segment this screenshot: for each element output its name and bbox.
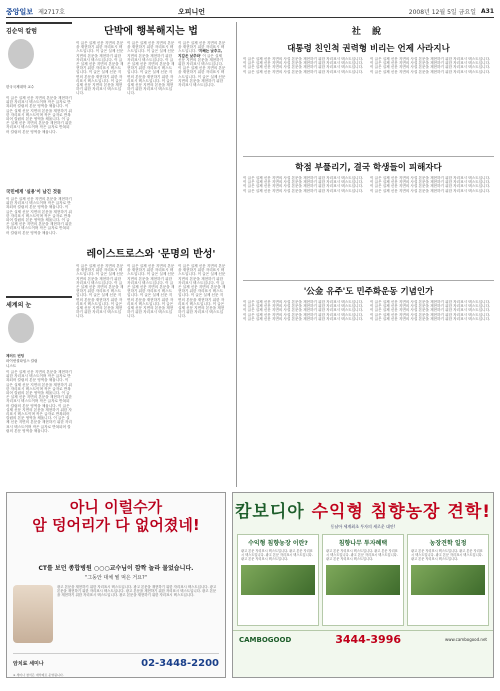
farm-ad-panel-1 xyxy=(237,534,319,626)
editorial-1-body-a: 이 글은 실제 신문 지면의 사설 본문을 재현하기 위한 자리표시 텍스트입니다. 이 글은 실제 신문 지면의 사설 본문을 재현하기 위한 자리표시 텍스트입니다. 이 글은 실제 신문 지면의 사설 본문을 재현하기 위한 자리표시 텍스트입니다. 이 글은 실제 신문 지면의 사설 본문을 재현하기 위한 자리표시 텍스트입니다. xyxy=(243,57,364,74)
publish-date: 2008년 12월 5일 금요일 xyxy=(408,9,476,16)
divider-2 xyxy=(243,280,494,281)
ad-phone[interactable]: 02-3448-2200 xyxy=(141,658,219,669)
mid-body-col1: 이 글은 실제 신문 지면의 본문을 재현하기 위한 자리표시 텍스트입니다. 이 글은 실제 신문 지면의 본문을 재현하기 위한 자리표시 텍스트입니다. 이 글은 실제 신문 지면의 본문을 재현하기 위한 자리표시 텍스트입니다. 이 글은 실제 신문 지면의 본문을 재현하기 위한 자리표시 텍스트입니다. 이 글은 실제 신문 지면의 본문을 재현하기 위한 자리표시 텍스트입니다. xyxy=(76,264,124,319)
cancer-ad[interactable] xyxy=(6,492,226,678)
panel-2-title: 침향나무 투자혜택 xyxy=(338,540,388,547)
seminar-label: 암치료 세미나 xyxy=(13,661,44,667)
ad-quote: "그동안 대체 뭘 먹은 거요?" xyxy=(85,575,147,581)
author-photo xyxy=(8,39,34,69)
divider xyxy=(243,156,494,157)
ad-headline-a: 아니 이럴수가 xyxy=(69,498,163,516)
lead-headline: 단박에 행복해지는 법 xyxy=(104,26,198,37)
editorial-label: 社 說 xyxy=(351,27,386,37)
column-body-3: 이 글은 실제 신문 지면의 본문을 재현하기 위한 자리표시 텍스트이며 작은 글자로 반복되어 칼럼의 본문 영역을 채웁니다. 이 글은 실제 신문 지면의 본문을 재현하기 위한 자리표시 텍스트이며 작은 글자로 반복되어 칼럼의 본문 영역을 채웁니다. 이 글은 실제 신문 지면의 본문을 재현하기 위한 자리표시 텍스트이며 작은 글자로 반복되어 칼럼의 본문 영역을 채웁니다. 이 글은 실제 신문 지면의 본문을 재현하기 위한 자리표시 텍스트이며 작은 글자로 반복되어 칼럼의 본문 영역을 채웁니다. 이 글은 실제 신문 지면의 본문을 재현하기 위한 자리표시 텍스트이며 작은 글자로 반복되어 칼럼의 본문 영역을 채웁니다. xyxy=(6,370,72,433)
doctor-photo xyxy=(13,585,53,643)
panel-1-title: 수익형 침향농장 이란? xyxy=(248,540,308,547)
page-header xyxy=(6,6,494,18)
farm-ad-sub: 동남아 세계최초 투자의 새로운 대안! xyxy=(330,524,396,529)
farm-photo xyxy=(241,565,315,595)
panel-1-body: 광고 본문 자리표시 텍스트입니다. 광고 본문 자리표시 텍스트입니다. 광고 본문 자리표시 텍스트입니다. 광고 본문 자리표시 텍스트입니다. xyxy=(241,549,313,562)
left-column xyxy=(6,22,72,487)
column-body: 이 글은 실제 신문 지면의 본문을 재현하기 위한 자리표시 텍스트이며 작은 글자로 반복되어 칼럼의 본문 영역을 채웁니다. 이 글은 실제 신문 지면의 본문을 재현하기 위한 자리표시 텍스트이며 작은 글자로 반복되어 칼럼의 본문 영역을 채웁니다. 이 글은 실제 신문 지면의 본문을 재현하기 위한 자리표시 텍스트이며 작은 글자로 반복되어 칼럼의 본문 영역을 채웁니다. xyxy=(6,96,72,134)
mid-body-col3: 이 글은 실제 신문 지면의 본문을 재현하기 위한 자리표시 텍스트입니다. 이 글은 실제 신문 지면의 본문을 재현하기 위한 자리표시 텍스트입니다. 이 글은 실제 신문 지면의 본문을 재현하기 위한 자리표시 텍스트입니다. 이 글은 실제 신문 지면의 본문을 재현하기 위한 자리표시 텍스트입니다. 이 글은 실제 신문 지면의 본문을 재현하기 위한 자리표시 텍스트입니다. xyxy=(178,264,226,319)
lead-body-col2: 이 글은 실제 신문 지면의 본문을 재현하기 위한 자리표시 텍스트입니다. 이 글은 실제 신문 지면의 본문을 재현하기 위한 자리표시 텍스트입니다. 이 글은 실제 신문 지면의 본문을 재현하기 위한 자리표시 텍스트입니다. 이 글은 실제 신문 지면의 본문을 재현하기 위한 자리표시 텍스트입니다. 이 글은 실제 신문 지면의 본문을 재현하기 위한 자리표시 텍스트입니다. xyxy=(127,41,175,96)
editorial-headline-3: '公金 유주'도 민주화운동 기념인가 xyxy=(303,287,434,297)
farm-phone[interactable]: 3444-3996 xyxy=(335,633,401,646)
farm-website[interactable]: www.cambogood.net xyxy=(444,637,487,642)
panel-3-title: 농장견학 일정 xyxy=(429,540,467,547)
editorial-3-body-a: 이 글은 실제 신문 지면의 사설 본문을 재현하기 위한 자리표시 텍스트입니다. 이 글은 실제 신문 지면의 사설 본문을 재현하기 위한 자리표시 텍스트입니다. 이 글은 실제 신문 지면의 사설 본문을 재현하기 위한 자리표시 텍스트입니다. 이 글은 실제 신문 지면의 사설 본문을 재현하기 위한 자리표시 텍스트입니다. 이 글은 실제 신문 지면의 사설 본문을 재현하기 위한 자리표시 텍스트입니다. xyxy=(243,300,364,321)
lead-subhead: '지혜는 낮추고, 지갑은 낮추라' xyxy=(178,49,223,58)
mid-body-col2: 이 글은 실제 신문 지면의 본문을 재현하기 위한 자리표시 텍스트입니다. 이 글은 실제 신문 지면의 본문을 재현하기 위한 자리표시 텍스트입니다. 이 글은 실제 신문 지면의 본문을 재현하기 위한 자리표시 텍스트입니다. 이 글은 실제 신문 지면의 본문을 재현하기 위한 자리표시 텍스트입니다. 이 글은 실제 신문 지면의 본문을 재현하기 위한 자리표시 텍스트입니다. xyxy=(127,264,175,319)
editorial-3-body-b: 이 글은 실제 신문 지면의 사설 본문을 재현하기 위한 자리표시 텍스트입니다. 이 글은 실제 신문 지면의 사설 본문을 재현하기 위한 자리표시 텍스트입니다. 이 글은 실제 신문 지면의 사설 본문을 재현하기 위한 자리표시 텍스트입니다. 이 글은 실제 신문 지면의 사설 본문을 재현하기 위한 자리표시 텍스트입니다. 이 글은 실제 신문 지면의 사설 본문을 재현하기 위한 자리표시 텍스트입니다. xyxy=(370,300,491,321)
editorial-headline-2: 학점 부풀리기, 결국 학생들이 피해자다 xyxy=(295,163,442,173)
resort-photo xyxy=(411,565,485,595)
mid-article xyxy=(76,245,226,475)
panel-2-body: 광고 본문 자리표시 텍스트입니다. 광고 본문 자리표시 텍스트입니다. 광고 본문 자리표시 텍스트입니다. 광고 본문 자리표시 텍스트입니다. xyxy=(326,549,398,562)
mid-headline: 레이스트로스와 '문명의 반성' xyxy=(86,249,216,260)
ad-headline-b: 암 덩어리가 다 없어졌네! xyxy=(32,516,200,534)
editorial-2-body-a: 이 글은 실제 신문 지면의 사설 본문을 재현하기 위한 자리표시 텍스트입니다. 이 글은 실제 신문 지면의 사설 본문을 재현하기 위한 자리표시 텍스트입니다. 이 글은 실제 신문 지면의 사설 본문을 재현하기 위한 자리표시 텍스트입니다. 이 글은 실제 신문 지면의 사설 본문을 재현하기 위한 자리표시 텍스트입니다. xyxy=(243,176,364,193)
issue-number: 제2717호 xyxy=(38,9,65,16)
ad-body-text: 광고 본문을 재현하기 위한 자리표시 텍스트입니다. 광고 본문을 재현하기 위한 자리표시 텍스트입니다. 광고 본문을 재현하기 위한 자리표시 텍스트입니다. 광고 본문을 재현하기 위한 자리표시 텍스트입니다. 광고 본문을 재현하기 위한 자리표시 텍스트입니다. 광고 본문을 재현하기 위한 자리표시 텍스트입니다. xyxy=(57,585,217,598)
panel-3-body: 광고 본문 자리표시 텍스트입니다. 광고 본문 자리표시 텍스트입니다. 광고 본문 자리표시 텍스트입니다. 광고 본문 자리표시 텍스트입니다. xyxy=(411,549,483,562)
ad-footnote: ※ 세미나 참석은 예약제로 운영됩니다. xyxy=(13,673,64,677)
editorial-2-body-b: 이 글은 실제 신문 지면의 사설 본문을 재현하기 위한 자리표시 텍스트입니다. 이 글은 실제 신문 지면의 사설 본문을 재현하기 위한 자리표시 텍스트입니다. 이 글은 실제 신문 지면의 사설 본문을 재현하기 위한 자리표시 텍스트입니다. 이 글은 실제 신문 지면의 사설 본문을 재현하기 위한 자리표시 텍스트입니다. xyxy=(370,176,491,193)
farm-brand-logo: CAMBOGOOD xyxy=(239,635,292,644)
author-2-title: 파이낸셜타임스 칼럼니스트 xyxy=(6,359,38,368)
tree-photo xyxy=(326,565,400,595)
editorial-1-body-b: 이 글은 실제 신문 지면의 사설 본문을 재현하기 위한 자리표시 텍스트입니다. 이 글은 실제 신문 지면의 사설 본문을 재현하기 위한 자리표시 텍스트입니다. 이 글은 실제 신문 지면의 사설 본문을 재현하기 위한 자리표시 텍스트입니다. 이 글은 실제 신문 지면의 사설 본문을 재현하기 위한 자리표시 텍스트입니다. xyxy=(370,57,491,74)
editorial-headline-1: 대통령 친인척 권력형 비리는 언제 사라지나 xyxy=(287,44,450,54)
author-photo-2 xyxy=(8,313,34,343)
page-number: A31 xyxy=(481,8,494,15)
column-title-2: 세계의 눈 xyxy=(6,296,72,309)
lead-body-col3: 이 글은 실제 신문 지면의 본문을 재현하기 위한 자리표시 텍스트입니다. '지혜는 낮추고, 지갑은 낮추라' 이 글은 실제 신문 지면의 본문을 재현하기 위한 자리표시 텍스트입니다. 이 글은 실제 신문 지면의 본문을 재현하기 위한 자리표시 텍스트입니다. 이 글은 실제 신문 지면의 본문을 재현하기 위한 자리표시 텍스트입니다. xyxy=(178,41,226,88)
farm-ad-title-b: 수익형 침향농장 견학! xyxy=(311,502,491,522)
farm-ad-panel-3 xyxy=(407,534,489,626)
ad-subhead: CT를 보던 종합병원 ○○○교수님이 깜짝 놀라 물었습니다. xyxy=(38,565,194,572)
column-title: 김순덕 칼럼 xyxy=(6,22,72,35)
column-body-2: 이 글은 실제 신문 지면의 본문을 재현하기 위한 자리표시 텍스트이며 작은 글자로 반복되어 칼럼의 본문 영역을 채웁니다. 이 글은 실제 신문 지면의 본문을 재현하기 위한 자리표시 텍스트이며 작은 글자로 반복되어 칼럼의 본문 영역을 채웁니다. 이 글은 실제 신문 지면의 본문을 재현하기 위한 자리표시 텍스트이며 작은 글자로 반복되어 칼럼의 본문 영역을 채웁니다. xyxy=(6,197,72,235)
section-title: 오피니언 xyxy=(178,7,206,16)
newspaper-logo: 중앙일보 xyxy=(6,7,34,16)
farm-ad[interactable] xyxy=(232,492,494,678)
lead-article xyxy=(76,22,226,262)
lead-body-col1: 이 글은 실제 신문 지면의 본문을 재현하기 위한 자리표시 텍스트입니다. 이 글은 실제 신문 지면의 본문을 재현하기 위한 자리표시 텍스트입니다. 이 글은 실제 신문 지면의 본문을 재현하기 위한 자리표시 텍스트입니다. 이 글은 실제 신문 지면의 본문을 재현하기 위한 자리표시 텍스트입니다. 이 글은 실제 신문 지면의 본문을 재현하기 위한 자리표시 텍스트입니다. xyxy=(76,41,124,96)
farm-ad-title-a: 캄보디아 xyxy=(234,502,305,522)
author-2-info xyxy=(6,354,38,369)
editorial-section xyxy=(236,22,494,487)
farm-ad-title xyxy=(233,493,493,522)
column-subhead: 국민에게 '실용'이 남긴 것들 xyxy=(6,190,62,195)
author-affiliation: 한국국제대학 교수 xyxy=(6,85,35,89)
farm-ad-panel-2 xyxy=(322,534,404,626)
author-2-name: 제러드 번팅 xyxy=(6,354,25,358)
